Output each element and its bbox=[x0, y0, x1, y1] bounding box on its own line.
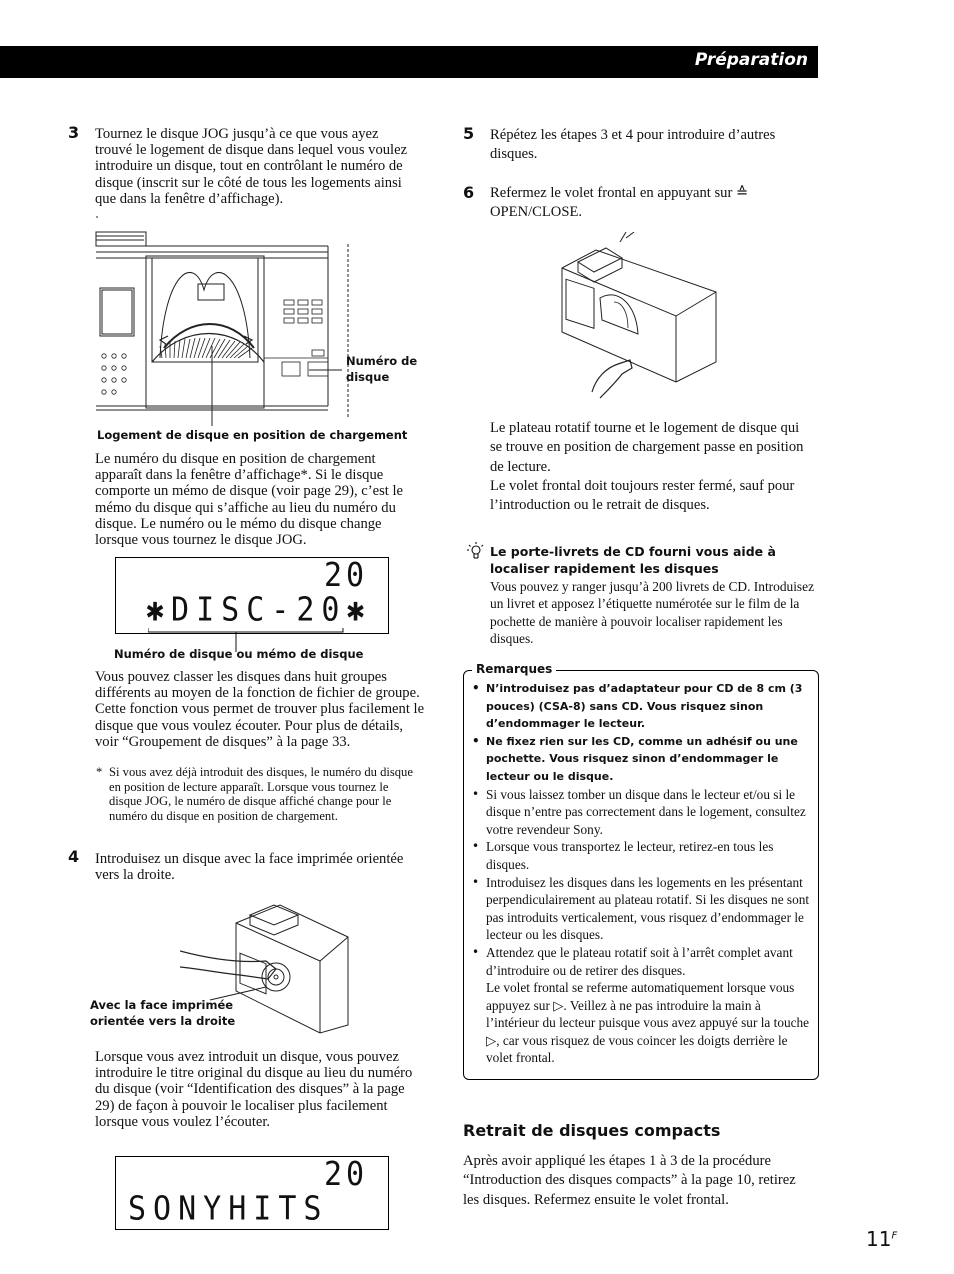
remarks-label: Remarques bbox=[472, 662, 556, 676]
step-3-text: Tournez le disque JOG jusqu’à ce que vous ayez trouvé le logement de disque dans lequel vous voulez introduire un disque, tout en contrôlant le numéro de disque (inscrit sur le côté de tous les logements ainsi que dans la fenêtre d’affichage). bbox=[95, 126, 408, 207]
group-file-paragraph: Vous pouvez classer les disques dans huit groupes différents au moyen de la fonction de fichier de groupe. Cette fonction vous permet de trouver plus facilement le disque que vous voulez écouter. Pour plus de détails, voir “Groupement de disques” à la page 33. bbox=[95, 669, 425, 750]
loading-slot-caption: Logement de disque en position de chargement bbox=[97, 428, 408, 442]
section-text: Après avoir appliqué les étapes 1 à 3 de la procédure “Introduction des disques compacts” à la page 10, retirez les disques. Refermez ensuite le volet frontal. bbox=[463, 1153, 796, 1208]
step-4-number: 4 bbox=[68, 847, 80, 866]
close-door-illustration bbox=[556, 232, 722, 402]
display-window-disc bbox=[115, 557, 389, 634]
display2-disc-number: 20 bbox=[324, 1155, 369, 1194]
footnote-text: Si vous avez déjà introduit des disques, le numéro du disque en position de lecture apparaît. Lorsque vous tournez le disque JOG, le numéro de disque affiché change pour le numéro du disque en position de chargement. bbox=[109, 765, 413, 823]
tip-body: Vous pouvez y ranger jusqu’à 200 livrets de CD. Introduisez un livret et apposez l’étiquette numérotée sur le film de la pochette de manière à pouvoir localiser rapidement les disques. bbox=[490, 579, 815, 647]
remark-item: • N’introduisez pas d’adaptateur pour CD de 8 cm (3 pouces) (CSA-8) sans CD. Vous risquez sinon d’endommager le lecteur. bbox=[464, 680, 812, 733]
remarks-box bbox=[463, 662, 819, 1080]
tip-title: Le porte-livrets de CD fourni vous aide à localiser rapidement les disques bbox=[490, 544, 776, 576]
remarks-list bbox=[464, 680, 812, 1067]
header-title: Préparation bbox=[694, 50, 808, 70]
remark-item: • Si vous laissez tomber un disque dans le lecteur et/ou si le disque n’entre pas correctement dans le logement, consultez votre revendeur Sony. bbox=[464, 786, 812, 839]
header-bar bbox=[0, 46, 818, 78]
page-number bbox=[866, 1227, 897, 1251]
remark-item: • Ne fixez rien sur les CD, comme un adhésif ou une pochette. Vous risquez sinon d’endommager le lecteur ou le disque. bbox=[464, 733, 812, 786]
display-window-title bbox=[115, 1156, 389, 1230]
step-5-number: 5 bbox=[463, 124, 475, 143]
rotary-tray-paragraph: Le plateau rotatif tourne et le logement de disque qui se trouve en position de chargement passe en position de lecture. Le volet frontal doit toujours rester fermé, sauf pour l’introduction ou le retrait de disques. bbox=[490, 420, 804, 514]
section-heading: Retrait de disques compacts bbox=[463, 1121, 721, 1140]
lightbulb-tip-icon bbox=[465, 541, 485, 561]
remark-item: • Introduisez les disques dans les logements en les présentant perpendiculairement au plateau rotatif. Si les disques ne sont pas introduits verticalement, vous risquez d’endommager le lecteur ou les disques. bbox=[464, 874, 812, 944]
display2-disc-memo: SONYHITS bbox=[128, 1190, 329, 1229]
step-3-number: 3 bbox=[68, 123, 80, 142]
remark-item: • Lorsque vous transportez le lecteur, retirez-en tous les disques. bbox=[464, 838, 812, 873]
step-4-text: Introduisez un disque avec la face imprimée orientée vers la droite. bbox=[95, 851, 404, 884]
step-6-text: Refermez le volet frontal en appuyant sur ≙ OPEN/CLOSE. bbox=[490, 185, 749, 221]
step-6-number: 6 bbox=[463, 183, 475, 202]
step-5-text: Répétez les étapes 3 et 4 pour introduire d’autres disques. bbox=[490, 127, 776, 163]
disc-number-callout: Numéro de disque bbox=[346, 354, 418, 384]
loading-position-paragraph: Le numéro du disque en position de chargement apparaît dans la fenêtre d’affichage*. Si le disque comporte un mémo de disque (voir page 29), c’est le mémo du disque qui s’affiche au lieu du numéro du disque. Le numéro ou le mémo du disque change lorsque vous tournez le disque JOG. bbox=[95, 451, 403, 549]
page-number-value: 11 bbox=[866, 1227, 892, 1251]
remark-item: • Attendez que le plateau rotatif soit à l’arrêt complet avant d’introduire ou de retirer des disques. Le volet frontal se referme automatiquement lorsque vous appuyez sur ▷. Veillez à ne pas introduire la main à l’intérieur du lecteur puisque vous avez appuyé sur la touche ▷, car vous risquez de vous coincer les doigts derrière le volet frontal. bbox=[464, 944, 812, 1067]
title-input-paragraph: Lorsque vous avez introduit un disque, vous pouvez introduire le titre original du disque au lieu du numéro du disque (voir “Identification des disques” à la page 29) de façon à pouvoir le localiser plus facilement lorsque vous voulez l’écouter. bbox=[95, 1049, 413, 1130]
footnote-mark: * bbox=[96, 765, 103, 779]
display-disc-number: 20 bbox=[324, 556, 369, 595]
printed-side-caption: Avec la face imprimée orientée vers la droite bbox=[90, 998, 236, 1028]
display-disc-memo: ✱DISC-20✱ bbox=[146, 591, 372, 630]
page-number-suffix: F bbox=[891, 1230, 898, 1242]
display-caption: Numéro de disque ou mémo de disque bbox=[114, 647, 364, 661]
changer-front-illustration bbox=[94, 212, 354, 434]
